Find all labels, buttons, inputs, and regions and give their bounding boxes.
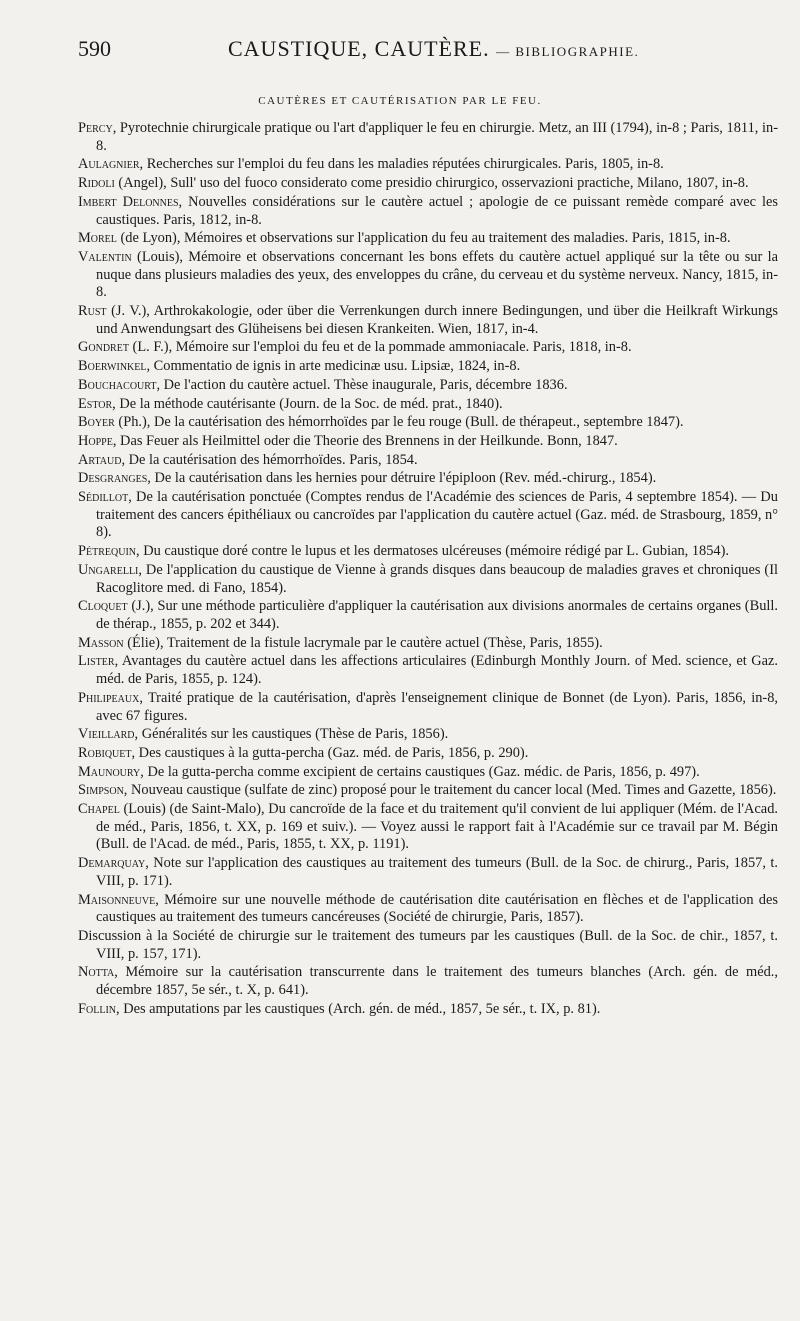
entry-text: (J.), Sur une méthode particulière d'appliquer la cautérisation aux divisions anormales de certains organes (Bull. de thérap., 1855, p. 202 et 344). (96, 598, 778, 632)
bibliography-entry (78, 635, 778, 653)
entry-author: Simpson (78, 782, 124, 799)
entry-text: , De l'application du caustique de Vienne à grands disques dans beaucoup de maladies graves et chroniques (Il Racoglitore med. di Fano, 1854). (96, 561, 778, 596)
bibliography-entry (78, 249, 778, 302)
running-title (228, 36, 639, 62)
bibliography-entry (78, 726, 778, 744)
entry-text: (Ph.), De la cautérisation des hémorrhoïdes par le feu rouge (Bull. de thérapeut., septembre 1847). (114, 414, 684, 431)
entry-author: Boyer (78, 414, 115, 431)
entry-text: , Des caustiques à la gutta-percha (Gaz. méd. de Paris, 1856, p. 290). (131, 744, 529, 761)
entry-text: , Nouveau caustique (sulfate de zinc) proposé pour le traitement du cancer local (Med. Times and Gazette, 1856). (123, 782, 777, 799)
bibliography-entry (78, 489, 778, 542)
entry-text: (Angel), Sull' uso del fuoco considerato come presidio chirurgico, osservazioni practiche, Milano, 1807, in-8. (114, 175, 749, 192)
entry-author: Cloquet (78, 598, 128, 615)
entry-author: Masson (78, 634, 124, 651)
entry-text: , De la cautérisation des hémorrhoïdes. Paris, 1854. (121, 451, 418, 468)
entry-text: , Des amputations par les caustiques (Arch. gén. de méd., 1857, 5e sér., t. IX, p. 81). (116, 1000, 601, 1017)
bibliography-entry (78, 690, 778, 725)
entry-text: , Mémoire sur la cautérisation transcurrente dans le traitement des tumeurs blanches (Arch. gén. de méd., décembre 1857, 5e sér., t. X, p. 641). (96, 964, 778, 999)
section-heading: CAUTÈRES ET CAUTÉRISATION PAR LE FEU. (258, 95, 542, 107)
running-header (78, 36, 778, 70)
entry-text: (de Lyon), Mémoires et observations sur l'application du feu au traitement des maladies. Paris, 1815, in-8. (116, 230, 731, 247)
entry-text: , De la cautérisation ponctuée (Comptes rendus de l'Académie des sciences de Paris, 4 septembre 1854). — Du traitement des cancers épithéliaux ou cancroïdes par l'application du cautère actuel (Gaz. méd. de Strasbourg, 1859, n° 8). (96, 489, 778, 541)
entry-text: , De la cautérisation dans les hernies pour détruire l'épiploon (Rev. méd.-chirurg., 1854). (147, 470, 657, 487)
entry-text: (Louis) (de Saint-Malo), Du cancroïde de la face et du traitement qu'il convient de lui appliquer (Mém. de l'Acad. de méd., Paris, 1856, t. XX, p. 169 et suiv.). — Voyez aussi le rapport fait à l'Académie sur ce travail par M. Bégin (Bull. de l'Acad. de méd., Paris, 1855, t. XX, p. 1191). (96, 801, 778, 853)
entry-author: Demarquay (78, 855, 146, 872)
entry-author: Bouchacourt (78, 376, 157, 393)
entry-author: Follin (78, 1000, 116, 1017)
entry-author: Philipeaux (78, 689, 140, 706)
entry-text: , Nouvelles considérations sur le cautère actuel ; apologie de ce puissant remède comparé avec les caustiques. Paris, 1812, in-8. (96, 193, 779, 228)
entry-author: Rust (78, 303, 107, 320)
bibliography-entry (78, 964, 778, 999)
bibliography-entry (78, 414, 778, 432)
bibliography-entry (78, 303, 778, 338)
entry-author: Estor (78, 395, 113, 412)
entry-text: , Avantages du cautère actuel dans les affections articulaires (Edinburgh Monthly Journ. of Med. science, et Gaz. méd. de Paris, 1855, p. 124). (96, 653, 778, 688)
bibliography-entry (78, 452, 778, 470)
entry-author: Ungarelli (78, 561, 139, 578)
entry-text: , De la gutta-percha comme excipient de certains caustiques (Gaz. médic. de Paris, 1856, p. 497). (140, 763, 700, 780)
bibliography-entry (78, 782, 778, 800)
entry-text: , Commentatio de ignis in arte medicinæ usu. Lipsiæ, 1824, in-8. (146, 358, 521, 375)
entry-author: Maisonneuve (78, 891, 156, 908)
bibliography-entry (78, 470, 778, 488)
entry-text: , Pyrotechnie chirurgicale pratique ou l'art d'appliquer le feu en chirurgie. Metz, an III (1794), in-8 ; Paris, 1811, in-8. (96, 120, 778, 154)
bibliography-entry (78, 230, 778, 248)
page-number: 590 (78, 36, 111, 61)
entry-text: (L. F.), Mémoire sur l'emploi du feu et de la pommade ammoniacale. Paris, 1818, in-8. (128, 339, 632, 356)
bibliography-entry (78, 120, 778, 155)
entry-author: Maunoury (78, 763, 141, 780)
entry-text: , De la méthode cautérisante (Journ. de la Soc. de méd. prat., 1840). (112, 395, 503, 412)
entry-author: Artaud (78, 451, 122, 468)
entry-author: Sédillot (78, 489, 129, 506)
entry-author: Pétrequin (78, 543, 136, 560)
bibliography-entry (78, 543, 778, 561)
entry-author: Valentin (78, 248, 132, 265)
bibliography-entry (78, 396, 778, 414)
entry-text: , Recherches sur l'emploi du feu dans les maladies réputées chirurgicales. Paris, 1805, in-8. (139, 156, 664, 173)
entry-text: , De l'action du cautère actuel. Thèse inaugurale, Paris, décembre 1836. (156, 376, 568, 393)
entry-author: Robiquet (78, 744, 132, 761)
entry-text: , Das Feuer als Heilmittel oder die Theorie des Brennens in der Heilkunde. Bonn, 1847. (112, 432, 618, 449)
entry-text: Discussion à la Société de chirurgie sur le traitement des tumeurs par les caustiques (Bull. de la Soc. de chir., 1857, t. VIII, p. 157, 171). (78, 927, 778, 962)
entry-author: Imbert Delonnes (78, 193, 179, 210)
entry-author: Aulagnier (78, 156, 140, 173)
bibliography-entry (78, 175, 778, 193)
entry-author: Lister (78, 653, 115, 670)
bibliography-entry (78, 764, 778, 782)
entry-text: , Traité pratique de la cautérisation, d'après l'enseignement clinique de Bonnet (de Lyon). Paris, 1856, in-8, avec 67 figures. (96, 689, 778, 724)
bibliography-entry (78, 855, 778, 890)
entry-author: Gondret (78, 339, 129, 356)
entry-author: Vieillard (78, 726, 135, 743)
entry-text: (Élie), Traitement de la fistule lacrymale par le cautère actuel (Thèse, Paris, 1855). (123, 634, 603, 651)
bibliography-entry (78, 801, 778, 854)
entry-author: Desgranges (78, 470, 148, 487)
entry-text: , Du caustique doré contre le lupus et les dermatoses ulcéreuses (mémoire rédigé par L. Gubian, 1854). (136, 543, 730, 560)
bibliography-entry (78, 194, 778, 229)
entry-author: Hoppe (78, 432, 113, 449)
bibliography-entry (78, 892, 778, 927)
running-title-main: CAUSTIQUE, CAUTÈRE. (228, 36, 490, 61)
bibliography-entry (78, 562, 778, 597)
bibliography-entry (78, 433, 778, 451)
bibliography-entry (78, 928, 778, 963)
entry-text: , Note sur l'application des caustiques au traitement des tumeurs (Bull. de la Soc. de chirurg., Paris, 1857, t. VIII, p. 171). (96, 855, 778, 889)
bibliography-entry (78, 653, 778, 688)
entry-author: Notta (78, 964, 115, 981)
entry-author: Ridoli (78, 175, 115, 192)
bibliography-entry (78, 598, 778, 633)
entry-author: Chapel (78, 801, 120, 818)
entry-author: Percy (78, 120, 113, 136)
entry-author: Boerwinkel (78, 358, 147, 375)
bibliography-entry (78, 1001, 778, 1019)
bibliography-entry (78, 156, 778, 174)
entry-text: (J. V.), Arthrokakologie, oder über die Verrenkungen durch innere Bedingungen, und über die Heilkraft Wirkungs und Anwendungsart des Glüheisens bei diesen Krankeiten. Wien, 1817, in-4. (96, 303, 778, 337)
entry-text: , Généralités sur les caustiques (Thèse de Paris, 1856). (134, 726, 449, 743)
bibliography-entry (78, 377, 778, 395)
entry-text: (Louis), Mémoire et observations concernant les bons effets du cautère actuel appliqué sur la tête ou sur la nuque dans plusieurs maladies des yeux, des enveloppes du crâne, du cerveau et du système nerveux. Nancy, 1815, in-8. (96, 248, 779, 301)
bibliography-entry (78, 745, 778, 763)
bibliography-list (78, 120, 778, 1019)
bibliography-entry (78, 339, 778, 357)
entry-author: Morel (78, 230, 117, 247)
bibliography-entry (78, 358, 778, 376)
running-title-subtitle: — BIBLIOGRAPHIE. (496, 44, 640, 59)
entry-text: , Mémoire sur une nouvelle méthode de cautérisation dite cautérisation en flèches et de l'application des caustiques au traitement des tumeurs cancéreuses (Société de chirurgie, Paris, 1857). (96, 891, 778, 926)
